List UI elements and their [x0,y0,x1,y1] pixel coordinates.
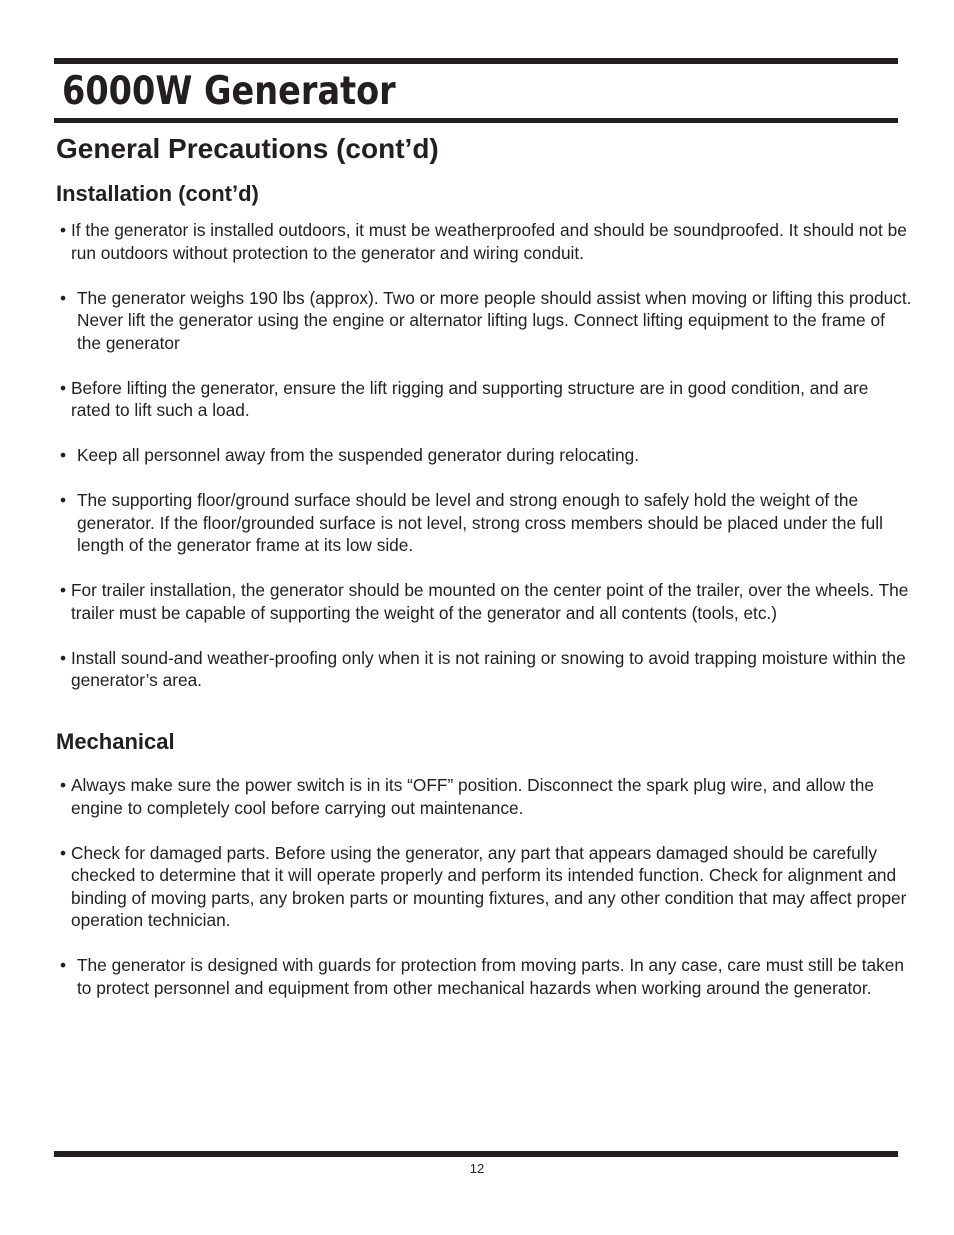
bullet-item [60,842,912,932]
footer-rule [54,1151,898,1157]
bullet-text: For trailer installation, the generator should be mounted on the center point of the trailer, over the wheels. The trailer must be capable of supporting the weight of the generator and all contents (tools, etc.) [71,580,909,623]
bullet-item [60,287,912,355]
header-bottom-rule [54,118,898,123]
section-heading-installation: Installation (cont’d) [56,181,259,206]
mechanical-bullet-list [60,774,912,1022]
bullet-text: Keep all personnel away from the suspended generator during relocating. [77,445,639,465]
section-heading-mechanical: Mechanical [56,729,175,754]
bullet-item [60,219,912,264]
bullet-item [60,489,912,557]
bullet-marker: • [60,842,67,863]
bullet-marker: • [60,377,67,398]
bullet-text: The generator is designed with guards for protection from moving parts. In any case, care must still be taken to protect personnel and equipment from other mechanical hazards when working around the generator. [77,955,905,998]
bullet-marker: • [60,647,67,668]
bullet-text: Before lifting the generator, ensure the lift rigging and supporting structure are in good condition, and are rated to lift such a load. [71,377,869,420]
bullet-marker: • [60,775,67,795]
document-title: 6000W Generator [62,69,396,114]
bullet-item [60,647,912,692]
bullet-text: If the generator is installed outdoors, it must be weatherproofed and should be soundproofed. It should not be run outdoors without protection to the generator and wiring conduit. [71,220,907,263]
bullet-marker: • [60,580,67,600]
bullet-marker: • [60,287,67,308]
bullet-item [60,954,912,999]
bullet-text: Check for damaged parts. Before using the generator, any part that appears damaged should be carefully checked to determine that it will operate properly and perform its intended function. Check for alignment and binding of moving parts, any broken parts or mounting fixtures, and any other condition that may affect proper operation technician. [71,842,907,930]
bullet-text: Install sound-and weather-proofing only when it is not raining or snowing to avoid trapping moisture within the generator’s area. [71,647,906,690]
header-top-rule [54,58,898,64]
bullet-text: The supporting floor/ground surface should be level and strong enough to safely hold the weight of the generator. If the floor/grounded surface is not level, strong cross members should be placed under the full length of the generator frame at its low side. [77,490,883,555]
page-number: 12 [469,1161,485,1176]
bullet-marker: • [60,220,67,240]
bullet-item [60,774,912,819]
bullet-item [60,444,912,467]
bullet-marker: • [60,490,67,510]
page-heading: General Precautions (cont’d) [56,133,439,164]
bullet-item [60,579,912,624]
bullet-text: Always make sure the power switch is in its “OFF” position. Disconnect the spark plug wire, and allow the engine to completely cool before carrying out maintenance. [71,775,874,818]
bullet-text: The generator weighs 190 lbs (approx). Two or more people should assist when moving or lifting this product. Never lift the generator using the engine or alternator lifting lugs. Connect lifting equipment to the frame of the generator [77,287,912,353]
bullet-item [60,377,912,422]
installation-bullet-list [60,219,912,714]
bullet-marker: • [60,445,67,465]
bullet-marker: • [60,955,67,975]
